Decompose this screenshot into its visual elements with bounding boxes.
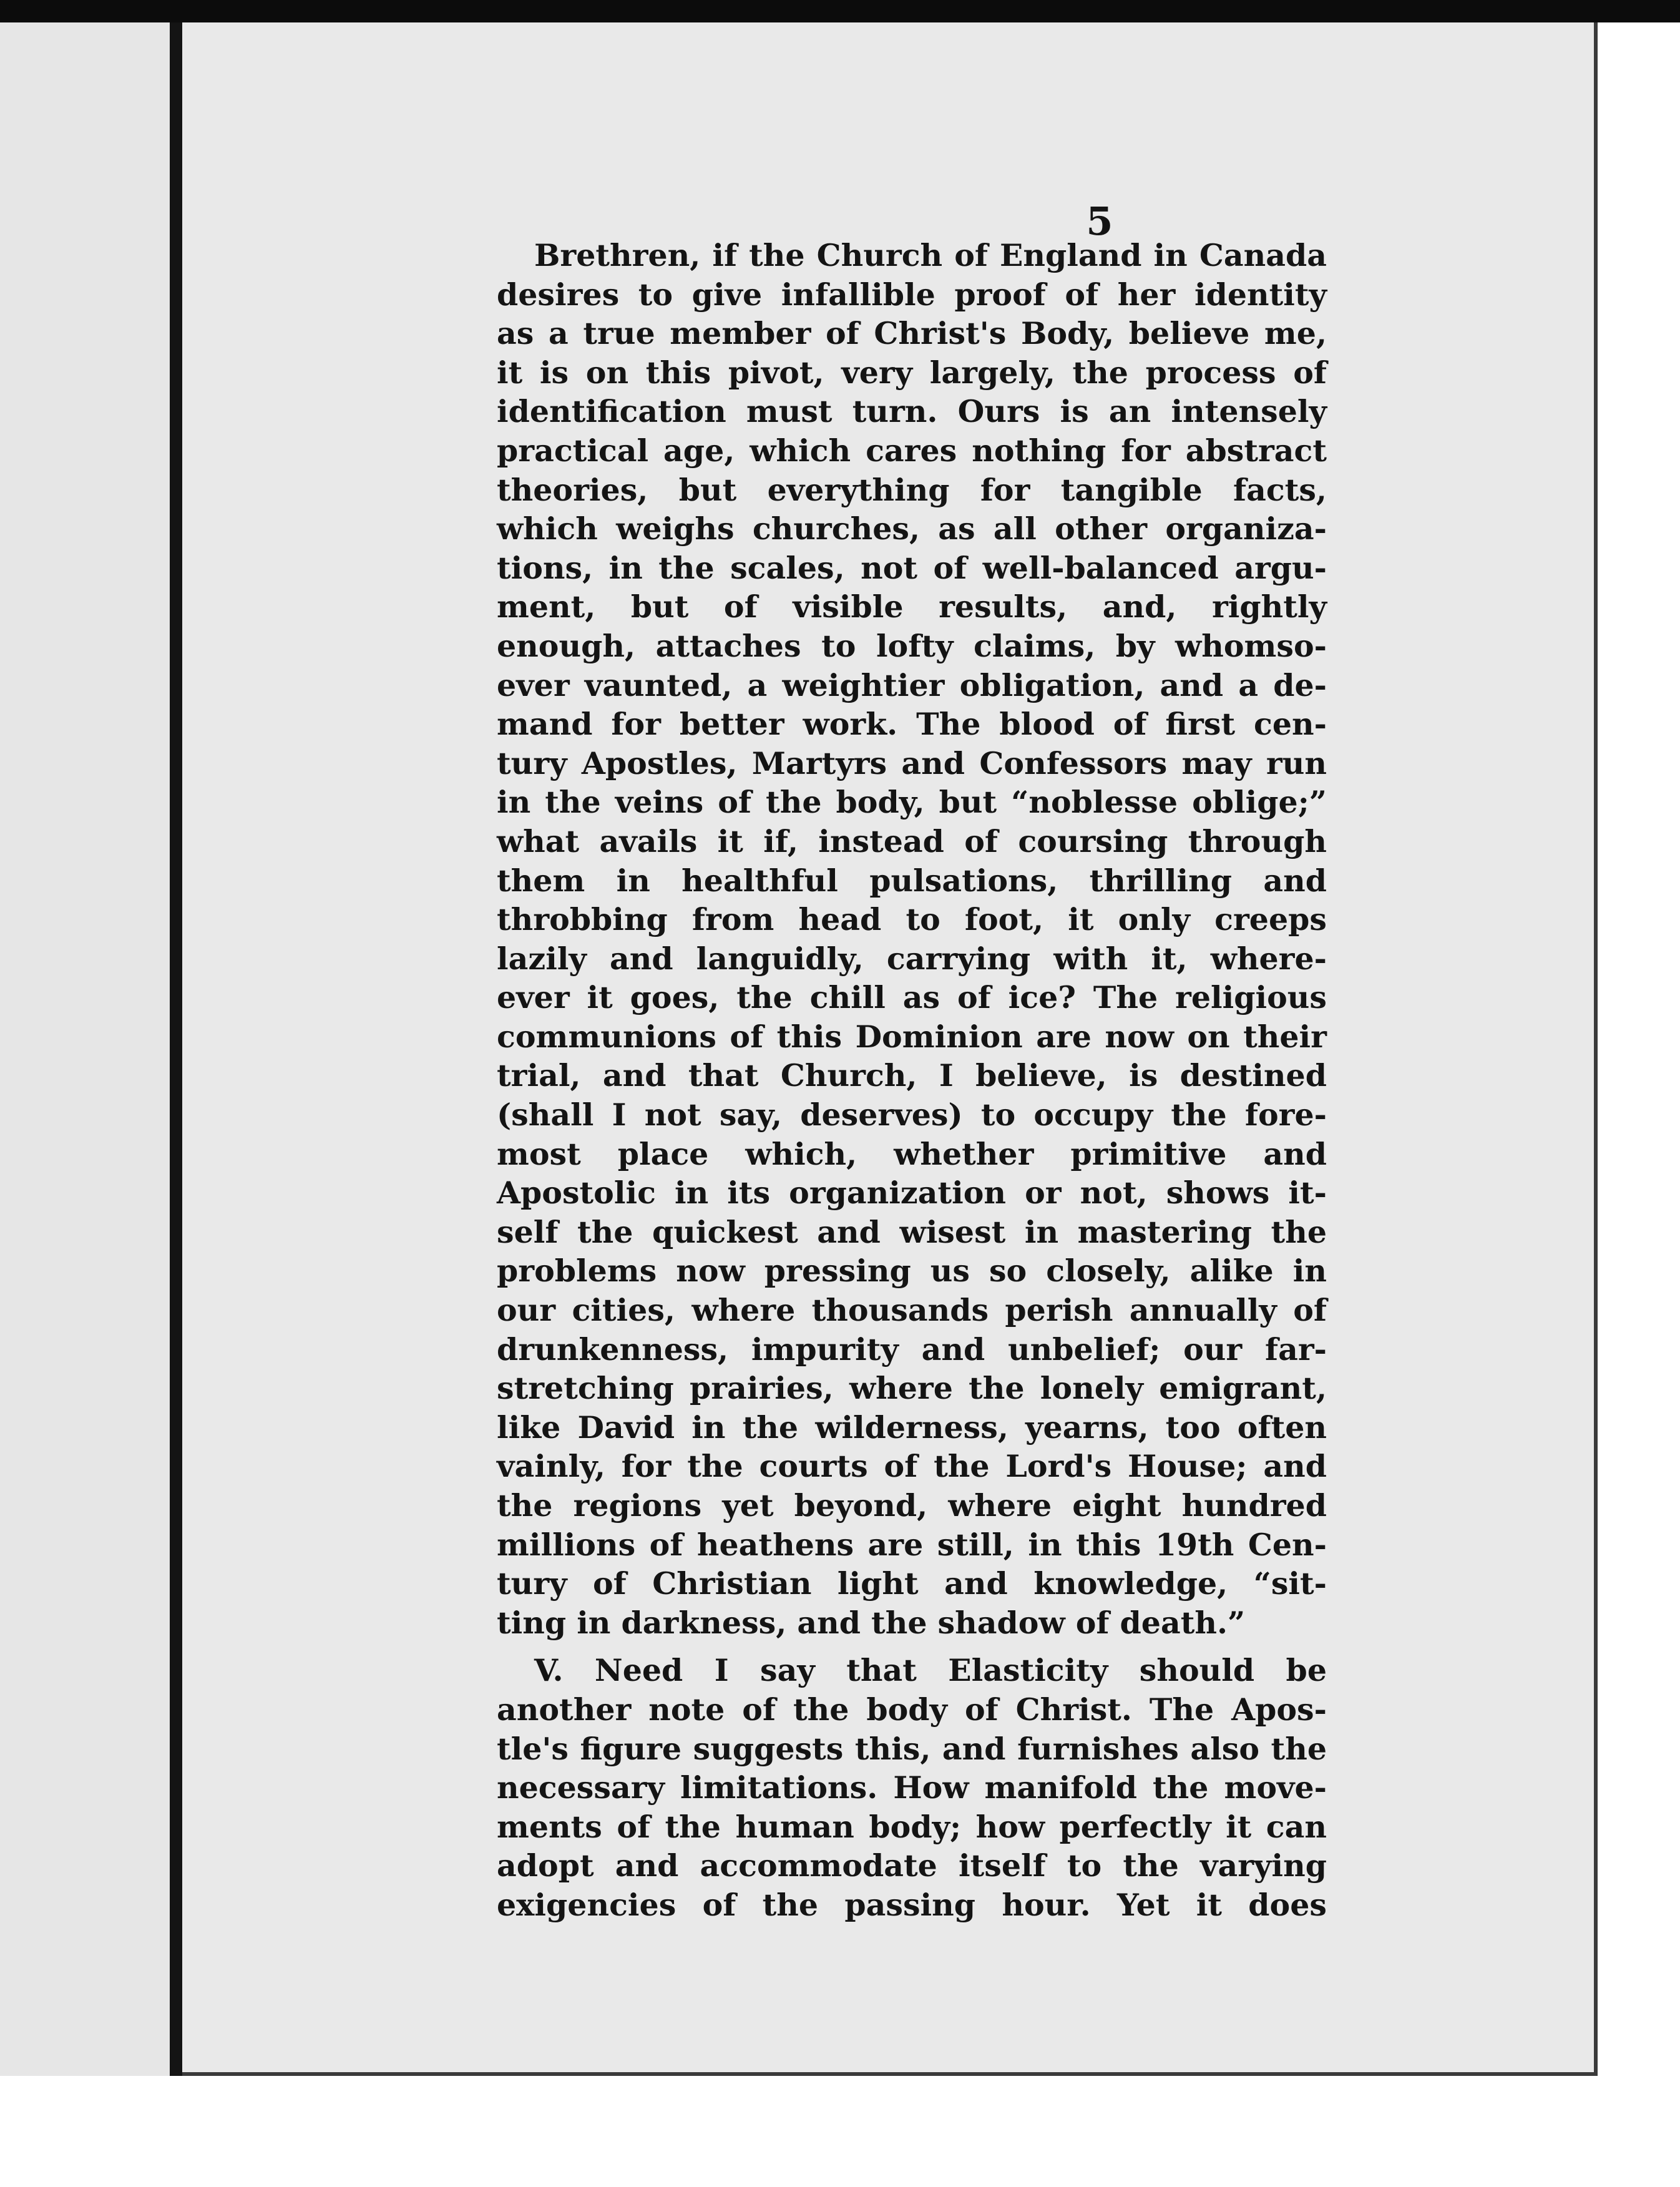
text-line: what avails it if, instead of coursing through (497, 823, 1327, 859)
text-line: tions, in the scales, not of well-balanced argu- (497, 549, 1327, 586)
paragraph (497, 236, 1327, 1642)
text-line: ment, but of visible results, and, rightly (497, 589, 1327, 625)
scan-top-border (0, 0, 1680, 22)
text-line: practical age, which cares nothing for abstract (497, 432, 1327, 469)
text-line: desires to give infallible proof of her identity (497, 276, 1327, 313)
text-line: adopt and accommodate itself to the varying (497, 1847, 1327, 1884)
paragraph-gap (497, 1642, 1327, 1651)
text-line: trial, and that Church, I believe, is destined (497, 1057, 1327, 1094)
text-line: exigencies of the passing hour. Yet it does (497, 1886, 1327, 1923)
page-number: 5 (1086, 198, 1113, 244)
text-line: stretching prairies, where the lonely emigrant, (497, 1370, 1327, 1407)
text-line: ever vaunted, a weightier obligation, and a de- (497, 667, 1327, 703)
text-line: ting in darkness, and the shadow of death.” (497, 1604, 1246, 1641)
text-line: tle's figure suggests this, and furnishes also the (497, 1730, 1327, 1767)
body-text (497, 236, 1327, 1925)
text-line: as a true member of Christ's Body, believe me, (497, 315, 1327, 352)
text-line: another note of the body of Christ. The Apos- (497, 1691, 1327, 1728)
text-line: which weighs churches, as all other organiza- (497, 511, 1327, 547)
text-line: in the veins of the body, but “noblesse oblige;” (497, 784, 1327, 821)
text-line: theories, but everything for tangible facts, (497, 471, 1327, 508)
page-gutter (170, 22, 182, 2076)
facing-page-edge (0, 22, 170, 2076)
text-line: most place which, whether primitive and (497, 1135, 1327, 1172)
text-line: it is on this pivot, very largely, the process of (497, 354, 1327, 391)
text-line: vainly, for the courts of the Lord's House; and (497, 1448, 1327, 1485)
text-line: Apostolic in its organization or not, shows it- (497, 1175, 1327, 1211)
text-line: millions of heathens are still, in this 19th Cen- (497, 1526, 1327, 1563)
text-line: ments of the human body; how perfectly it can (497, 1808, 1327, 1845)
text-line: identification must turn. Ours is an intensely (497, 393, 1327, 430)
text-line: self the quickest and wisest in mastering the (497, 1213, 1327, 1250)
text-line: drunkenness, impurity and unbelief; our far- (497, 1331, 1327, 1367)
text-line: Brethren, if the Church of England in Canada (534, 237, 1327, 273)
text-line: communions of this Dominion are now on their (497, 1018, 1327, 1055)
text-line: tury of Christian light and knowledge, “sit- (497, 1565, 1327, 1602)
text-line: them in healthful pulsations, thrilling and (497, 862, 1327, 899)
text-line: our cities, where thousands perish annually of (497, 1292, 1327, 1329)
paragraph (497, 1651, 1327, 1924)
text-line: necessary limitations. How manifold the move- (497, 1769, 1327, 1806)
text-line: V. Need I say that Elasticity should be (534, 1652, 1327, 1689)
text-line: problems now pressing us so closely, alike in (497, 1253, 1327, 1289)
text-line: lazily and languidly, carrying with it, where- (497, 940, 1327, 977)
text-line: throbbing from head to foot, it only creeps (497, 901, 1327, 938)
text-line: tury Apostles, Martyrs and Confessors may run (497, 745, 1327, 781)
text-line: ever it goes, the chill as of ice? The religious (497, 979, 1327, 1016)
text-line: (shall I not say, deserves) to occupy the fore- (497, 1097, 1327, 1133)
text-line: mand for better work. The blood of first cen- (497, 706, 1327, 743)
text-line: enough, attaches to lofty claims, by whomso- (497, 627, 1327, 664)
text-line: the regions yet beyond, where eight hundred (497, 1487, 1327, 1524)
text-line: like David in the wilderness, yearns, too often (497, 1409, 1327, 1446)
